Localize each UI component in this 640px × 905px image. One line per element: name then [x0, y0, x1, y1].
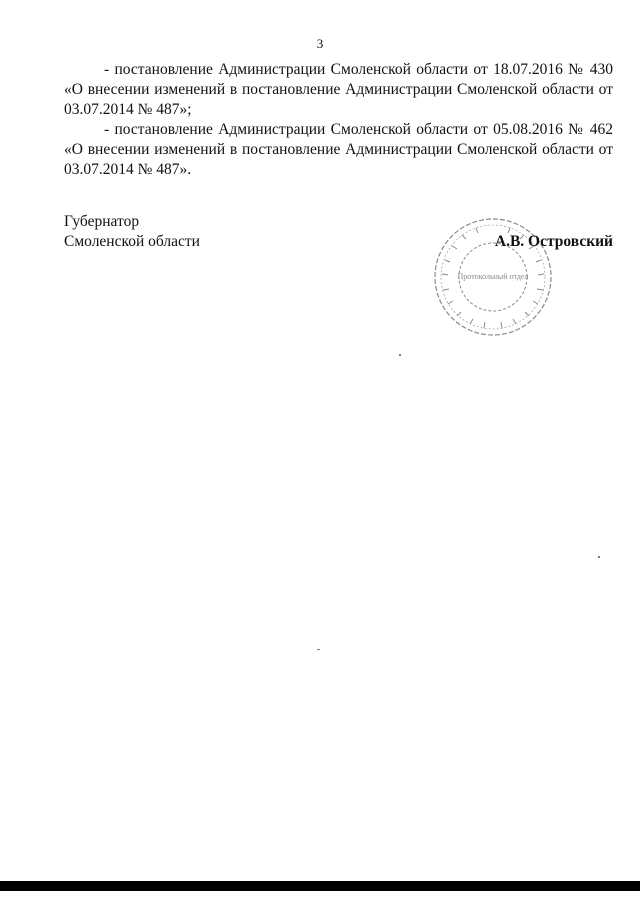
list-item: - постановление Администрации Смоленской области от 18.07.2016 № 430 «О внесении изменений в постановление Администрации Смоленской области от 03.07.2014 № 487»; [64, 61, 613, 118]
scan-speck [399, 354, 401, 356]
list-item: - постановление Администрации Смоленской области от 05.08.2016 № 462 «О внесении изменений в постановление Администрации Смоленской области от 03.07.2014 № 487». [64, 121, 613, 178]
signer-position [64, 212, 200, 252]
page-number: 3 [316, 36, 324, 51]
scan-speck [317, 649, 320, 650]
position-line-2: Смоленской области [64, 233, 200, 250]
page-bottom-rule [0, 881, 640, 891]
position-line-1: Губернатор [64, 213, 140, 230]
signer-name: А.В. Островский [494, 233, 613, 250]
seal-text: Протокольный отдел [457, 272, 529, 281]
scan-speck [598, 556, 600, 558]
signature-block [64, 212, 613, 372]
document-body [64, 60, 613, 180]
